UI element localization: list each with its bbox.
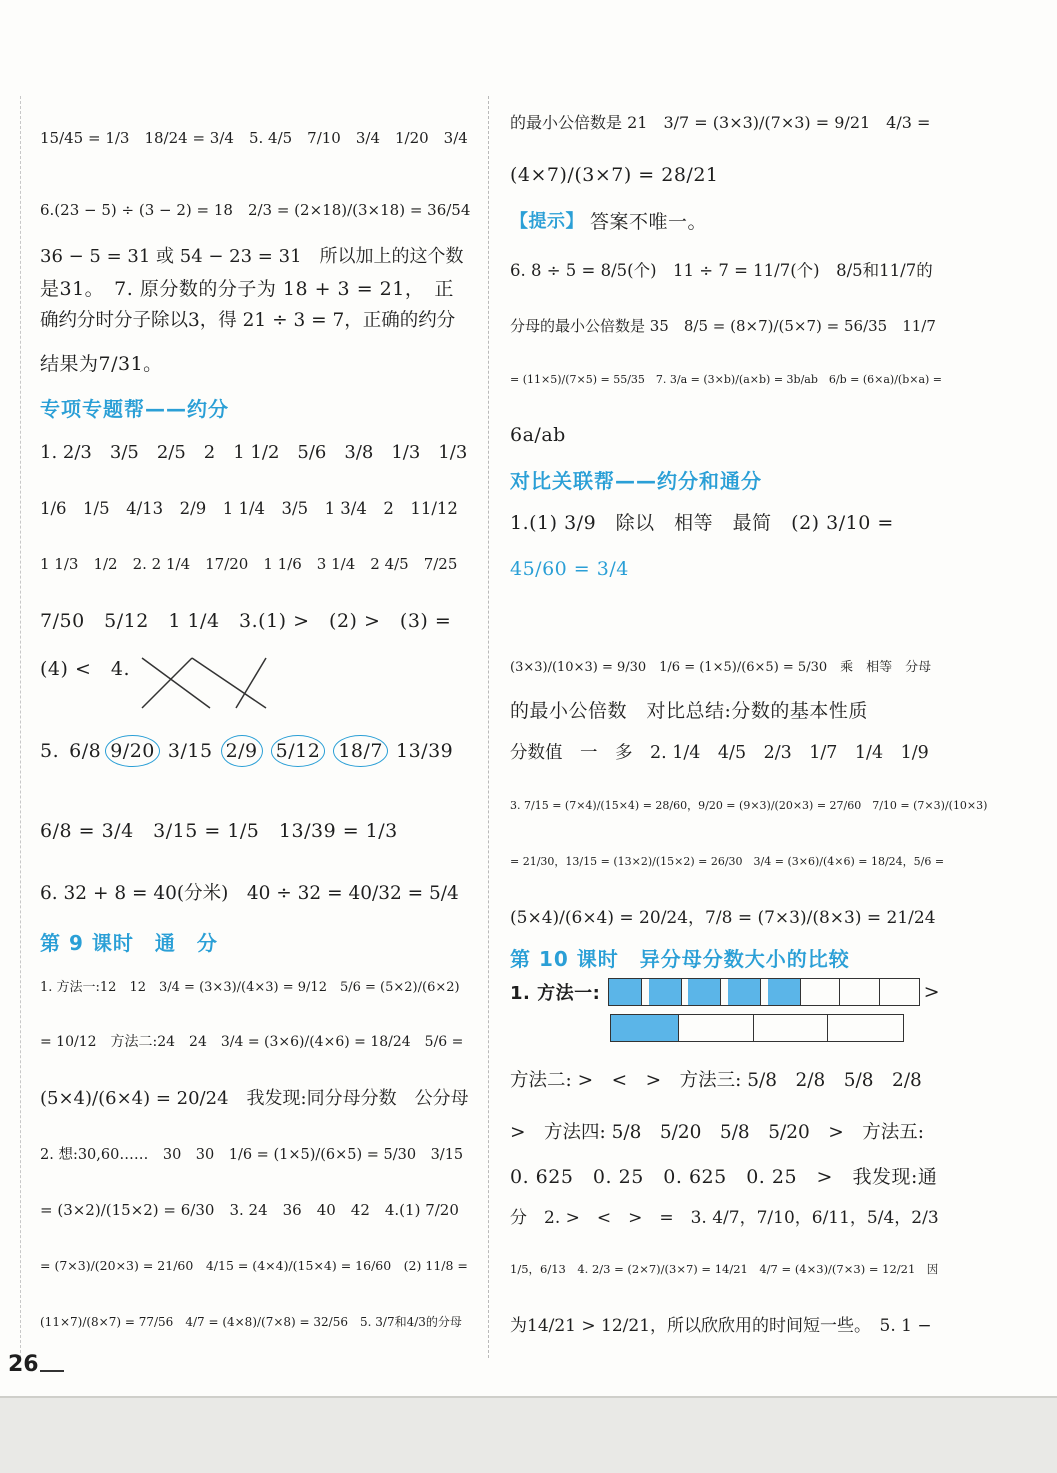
fraction: 6/8 (69, 740, 102, 762)
answer-line: 1/5，6/13 4. 2/3 = (2×7)/(3×7) = 14/21 4/7 = (4×3)/(7×3) = 12/21 因 (510, 1262, 939, 1276)
answer-line: 0. 625 0. 25 0. 625 0. 25 > 我发现:通 (510, 1165, 938, 1188)
answer-line: > 方法四: 5/8 5/20 5/8 5/20 > 方法五: (510, 1122, 924, 1143)
bar-cell (609, 979, 642, 1005)
answer-line: (11×7)/(8×7) = 77/56 4/7 = (4×8)/(7×8) = 32/56 5. 3/7和4/3的分母 (40, 1314, 462, 1329)
fraction: 13/39 (395, 740, 454, 762)
bar-cell (688, 979, 721, 1005)
answer-line: 3. 7/15 = (7×4)/(15×4) = 28/60，9/20 = (9×3)/(20×3) = 27/60 7/10 = (7×3)/(10×3) (510, 799, 988, 812)
page-number: 26 (8, 1352, 39, 1377)
fraction-bar-top (608, 978, 920, 1006)
page-bottom-margin (0, 1398, 1057, 1473)
bar-cell (728, 979, 761, 1005)
section-heading: 第 10 课时 异分母分数大小的比较 (510, 946, 850, 971)
bar-cell (760, 1015, 828, 1041)
compare-symbol: > (923, 981, 940, 1003)
hint-text: 答案不唯一。 (590, 210, 708, 233)
answer-line: 6. 8 ÷ 5 = 8/5(个) 11 ÷ 7 = 11/7(个) 8/5和11/7的 (510, 261, 933, 280)
answer-line: (3×3)/(10×3) = 9/30 1/6 = (1×5)/(6×5) = 5/30 乘 相等 分母 (510, 659, 932, 675)
hint-label: 【提示】 (510, 211, 584, 232)
match-line (142, 658, 210, 708)
answer-line: 6. 32 + 8 = 40(分米) 40 ÷ 32 = 40/32 = 5/4 (40, 883, 459, 904)
hint-line (510, 200, 940, 240)
answer-line: 分母的最小公倍数是 35 8/5 = (8×7)/(5×7) = 56/35 11/7 (510, 316, 936, 335)
answer-line: = 10/12 方法二:24 24 3/4 = (3×6)/(4×6) = 18/24 5/6 = (40, 1034, 464, 1050)
answer-line: 15/45 = 1/3 18/24 = 3/4 5. 4/5 7/10 3/4 1/20 3/4 (40, 128, 468, 147)
fraction: 3/15 (167, 740, 213, 762)
page-number-dash (40, 1370, 64, 1372)
answer-line: (5×4)/(6×4) = 20/24，7/8 = (7×3)/(8×3) = 21/24 (510, 907, 936, 928)
answer-line: = (3×2)/(15×2) = 6/30 3. 24 36 40 42 4.(1) 7/20 (40, 1200, 459, 1219)
matching-lines-figure (130, 652, 280, 714)
answer-line: (4) < 4. (40, 657, 131, 680)
bar-cell (649, 979, 682, 1005)
answer-line: 分数值 一 多 2. 1/4 4/5 2/3 1/7 1/4 1/9 (510, 742, 929, 763)
answer-line: 1. 方法一:12 12 3/4 = (3×3)/(4×3) = 9/12 5/6 = (5×2)/(6×2) (40, 979, 460, 995)
answer-line: 分 2. > < > = 3. 4/7，7/10，6/11，5/4，2/3 (510, 1207, 939, 1228)
bar-cell (768, 979, 801, 1005)
left-margin-guide (20, 96, 21, 1358)
answer-line: 的最小公倍数 对比总结:分数的基本性质 (510, 699, 868, 722)
bar-cell (847, 979, 880, 1005)
answer-line: 是31。 7. 原分数的分子为 18 + 3 = 21， 正 (40, 277, 454, 300)
circled-fraction: 9/20 (105, 735, 160, 767)
answer-line: 6.(23 − 5) ÷ (3 − 2) = 18 2/3 = (2×18)/(3×18) = 36/54 (40, 200, 471, 219)
method1-bar2-row (510, 1006, 940, 1050)
answer-line: 6/8 = 3/4 3/15 = 1/5 13/39 = 1/3 (40, 819, 398, 842)
circled-fraction: 18/7 (333, 735, 388, 767)
q5-row (40, 724, 470, 778)
answer-line: 的最小公倍数是 21 3/7 = (3×3)/(7×3) = 9/21 4/3 = (510, 112, 931, 132)
match-line (192, 658, 266, 708)
section-heading: 第 9 课时 通 分 (40, 930, 218, 955)
bar-cell (886, 979, 919, 1005)
answer-line: 1.(1) 3/9 除以 相等 最简 (2) 3/10 = (510, 511, 894, 534)
q5-label: 5. (40, 740, 60, 762)
match-line (142, 658, 192, 708)
answer-line: 6a/ab (510, 424, 566, 446)
answer-line: 1 1/3 1/2 2. 2 1/4 17/20 1 1/6 3 1/4 2 4/5 7/25 (40, 554, 458, 573)
section-heading: 专项专题帮——约分 (40, 396, 229, 421)
bar-cell (835, 1015, 903, 1041)
bar-cell (686, 1015, 754, 1041)
circled-fraction: 2/9 (221, 735, 263, 767)
answer-line: = (11×5)/(7×5) = 55/35 7. 3/a = (3×b)/(a×b) = 3b/ab 6/b = (6×a)/(b×a) = (510, 373, 943, 386)
answer-line: 为14/21 > 12/21，所以欣欣用的时间短一些。 5. 1 − (510, 1315, 932, 1336)
answer-line: (5×4)/(6×4) = 20/24 我发现:同分母分数 公分母 (40, 1088, 469, 1109)
section-heading: 对比关联帮——约分和通分 (510, 468, 762, 493)
method1-label: 1. 方法一: (510, 983, 601, 1004)
answer-line: = 21/30，13/15 = (13×2)/(15×2) = 26/30 3/4 = (3×6)/(4×6) = 18/24，5/6 = (510, 855, 945, 868)
bar-cell (611, 1015, 679, 1041)
answer-line: (4×7)/(3×7) = 28/21 (510, 164, 719, 186)
bar-cell (807, 979, 840, 1005)
answer-line: = (7×3)/(20×3) = 21/60 4/15 = (4×4)/(15×4) = 16/60 (2) 11/8 = (40, 1258, 468, 1273)
answer-line: 1/6 1/5 4/13 2/9 1 1/4 3/5 1 3/4 2 11/12 (40, 499, 458, 518)
column-divider (488, 96, 489, 1358)
fraction-bar-bottom (610, 1014, 904, 1042)
answer-line: 方法二: > < > 方法三: 5/8 2/8 5/8 2/8 (510, 1070, 922, 1091)
answer-line: 确约分时分子除以3，得 21 ÷ 3 = 7，正确的约分 (40, 310, 456, 331)
answer-line: 1. 2/3 3/5 2/5 2 1 1/2 5/6 3/8 1/3 1/3 (40, 442, 468, 463)
answer-line: 45/60 = 3/4 (510, 558, 629, 580)
circled-fraction: 5/12 (271, 735, 326, 767)
answer-line: 36 − 5 = 31 或 54 − 23 = 31 所以加上的这个数 (40, 246, 464, 267)
answer-line: 7/50 5/12 1 1/4 3.(1) > (2) > (3) = (40, 609, 452, 632)
match-line (236, 658, 266, 708)
answer-line: 2. 想:30,60…… 30 30 1/6 = (1×5)/(6×5) = 5/30 3/15 (40, 1146, 464, 1163)
answer-line: 结果为7/31。 (40, 352, 163, 375)
